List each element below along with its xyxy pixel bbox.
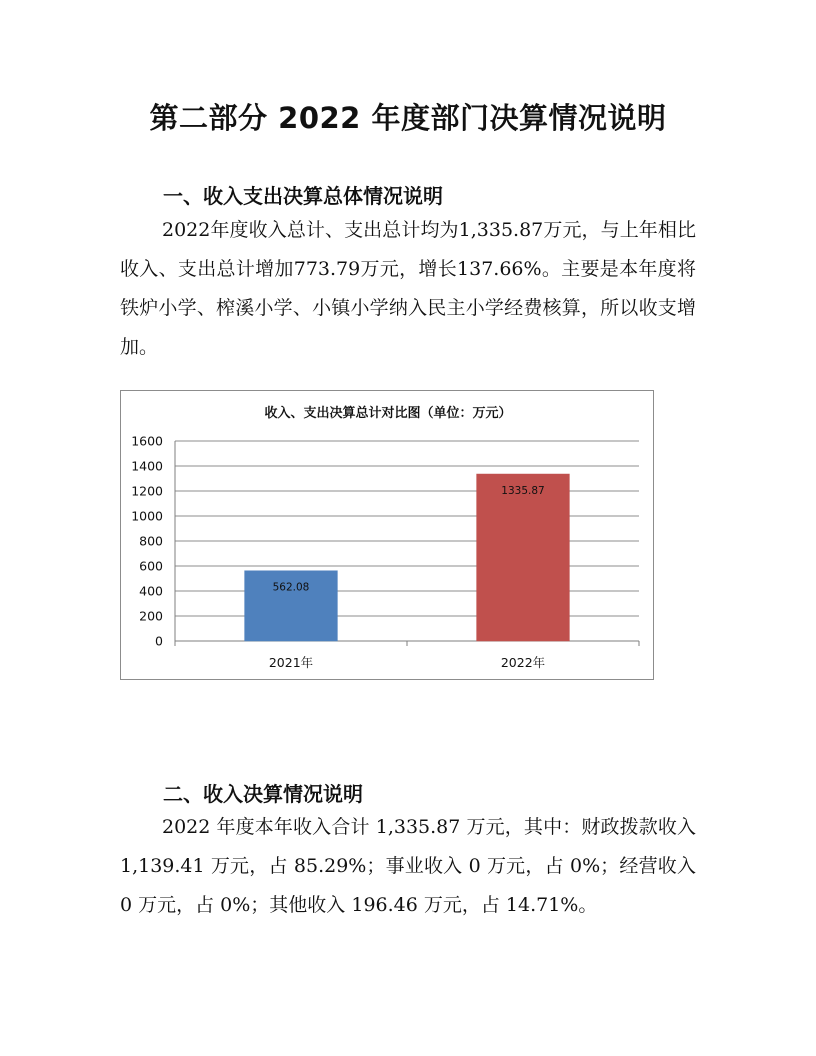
bar [477,474,570,641]
bar-data-label: 1335.87 [501,485,545,498]
section-heading-1: 一、收入支出决算总体情况说明 [163,184,443,208]
x-tick-label: 2022年 [500,655,546,670]
section-paragraph-2: 2022 年度本年收入合计 1,335.87 万元，其中：财政拨款收入 1,139.41 万元，占 85.29%；事业收入 0 万元，占 0%；经营收入 0 万元，占 0%；其他收入 196.46 万元，占 14.71%。 [120,816,696,916]
y-tick-label: 1000 [131,508,163,524]
page-title: 第二部分 2022 年度部门决算情况说明 [149,101,667,135]
section-paragraph-1: 2022年度收入总计、支出总计均为1,335.87万元，与上年相比收入、支出总计增加773.79万元，增长137.66%。主要是本年度将铁炉小学、榨溪小学、小镇小学纳入民主小学经费核算，所以收支增加。 [120,219,696,358]
y-tick-label: 400 [139,583,163,599]
y-tick-label: 1600 [131,433,163,449]
y-tick-label: 0 [155,633,163,649]
y-tick-label: 1200 [131,483,163,499]
y-tick-label: 1400 [131,458,163,474]
bar-chart [120,390,654,680]
bar-data-label: 562.08 [272,581,310,594]
chart-title: 收入、支出决算总计对比图（单位：万元） [264,406,512,421]
bar-chart-svg [121,391,655,681]
section-heading-2: 二、收入决算情况说明 [163,782,363,806]
y-tick-label: 200 [139,608,163,624]
y-tick-label: 600 [139,558,163,574]
y-tick-label: 800 [139,533,163,549]
x-tick-label: 2021年 [268,655,314,670]
